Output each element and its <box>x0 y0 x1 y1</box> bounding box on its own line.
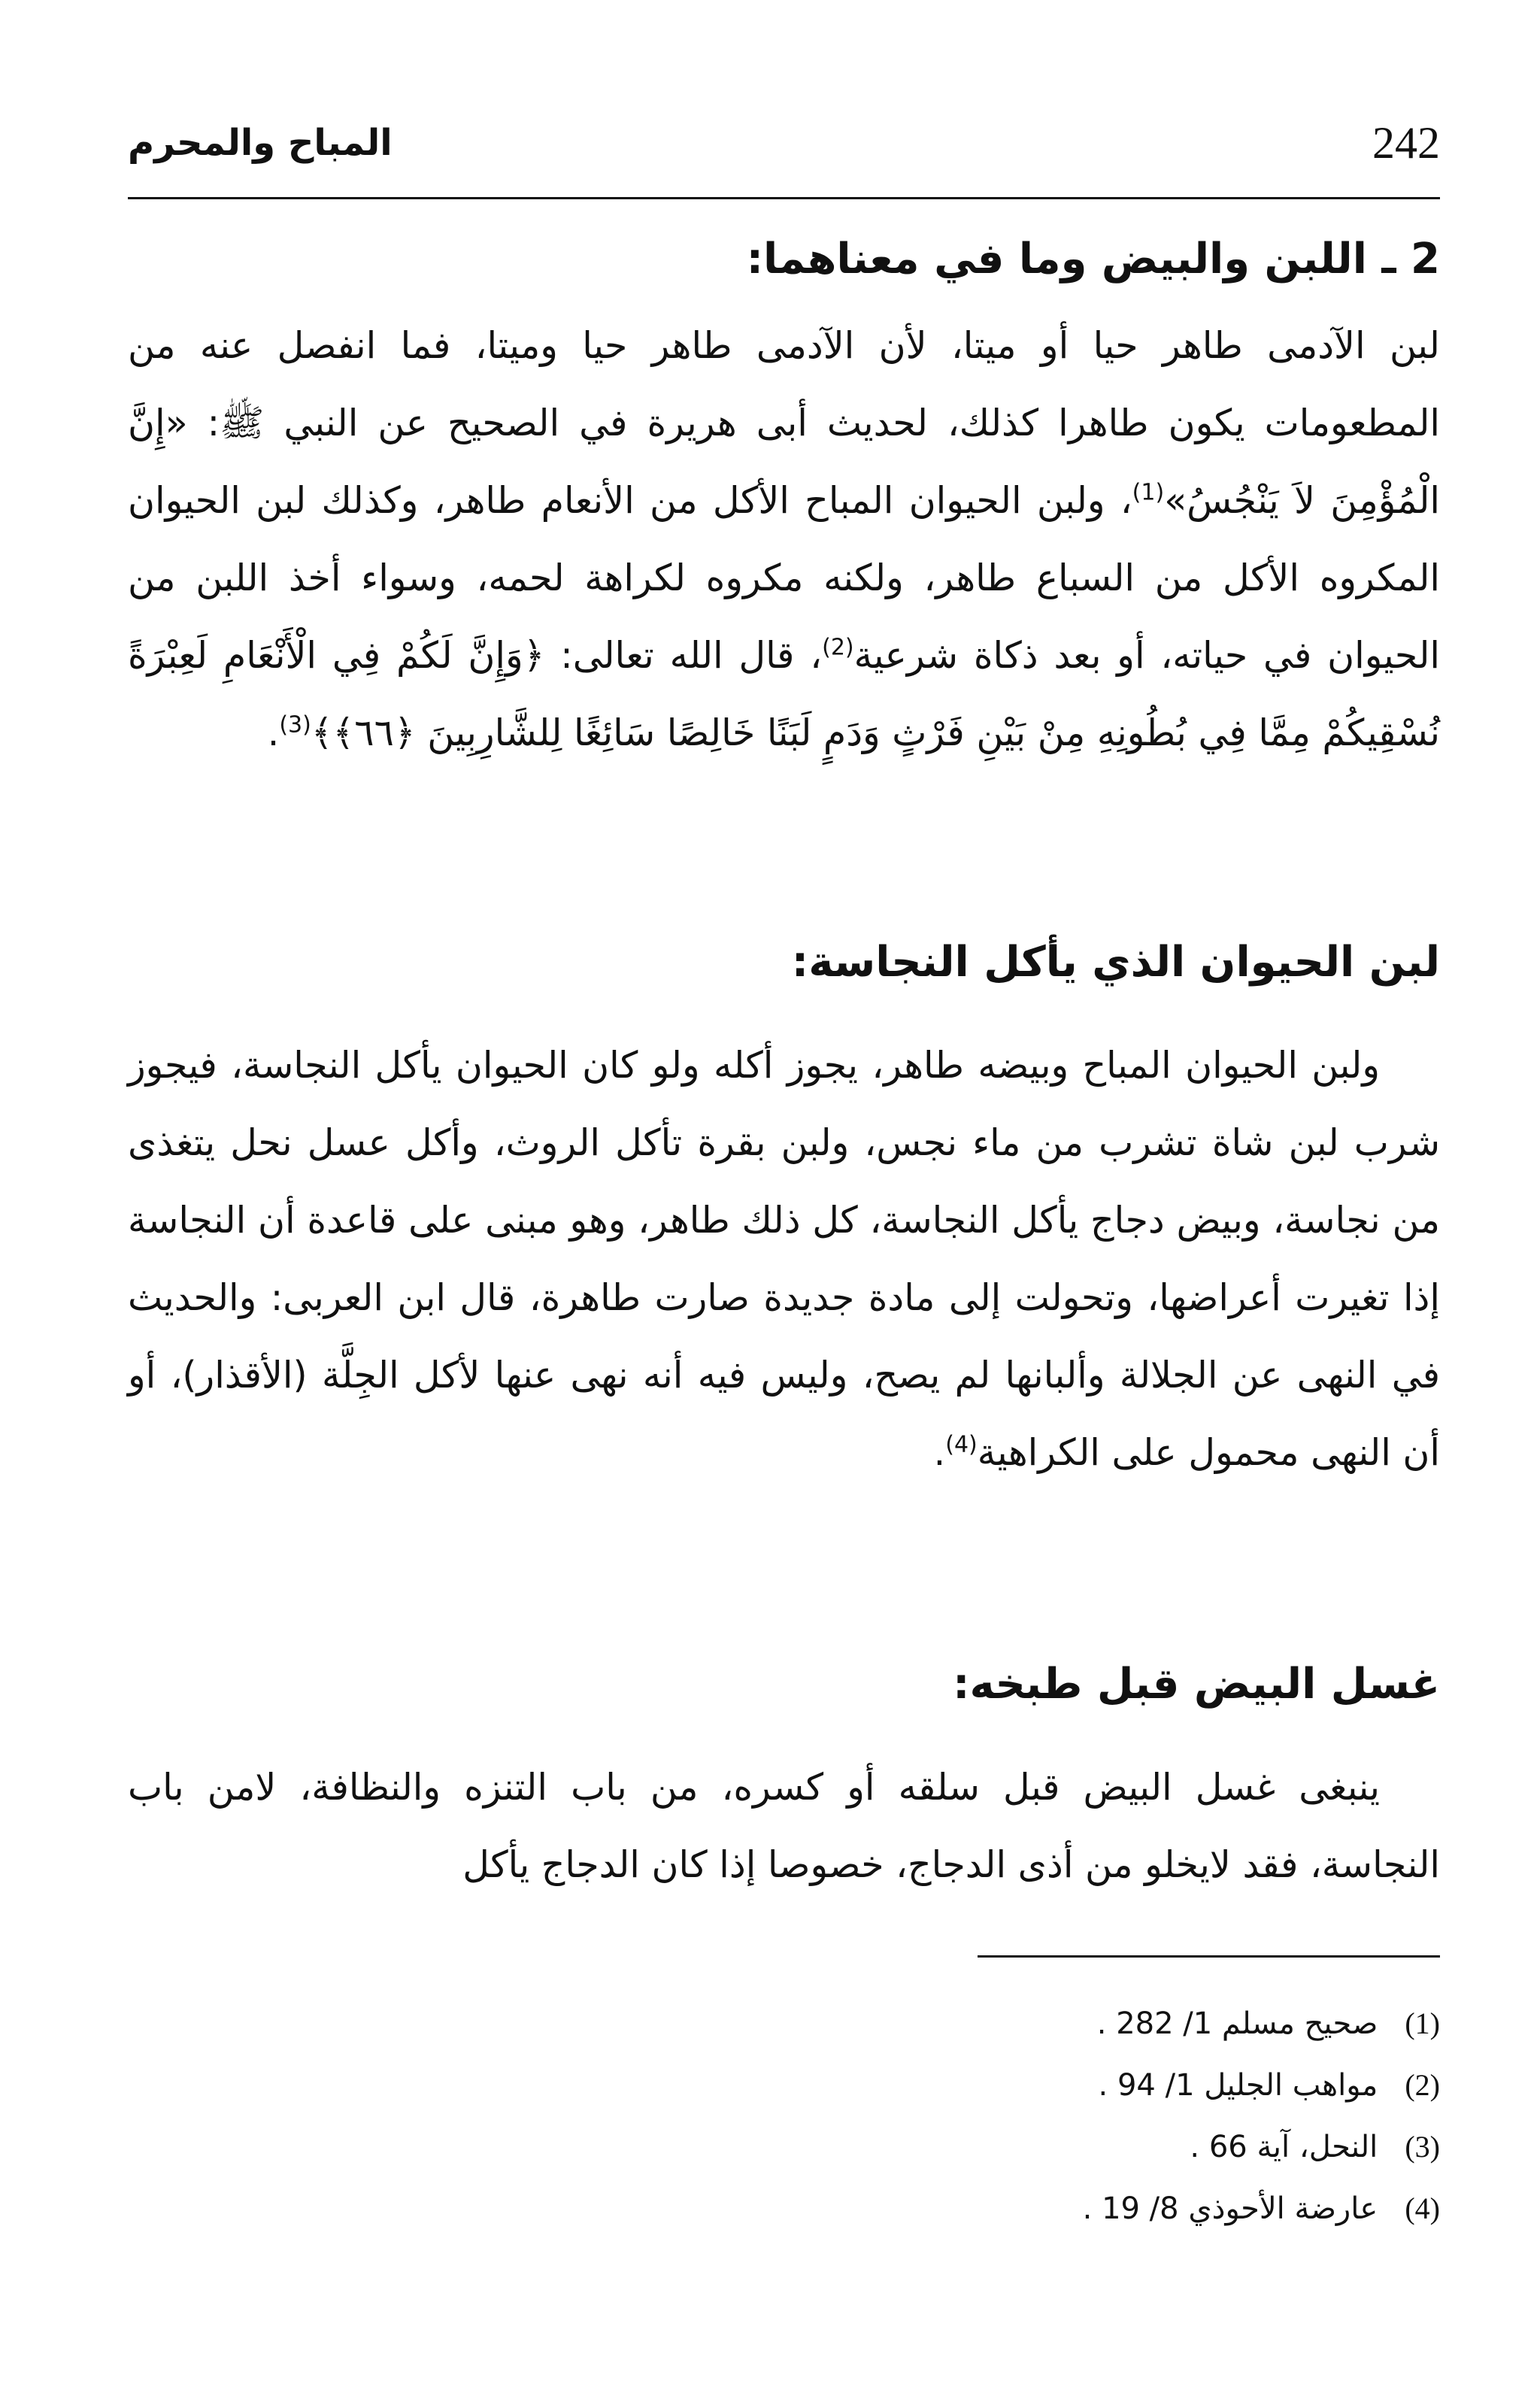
paragraph-text: . <box>267 711 280 754</box>
page-number: 242 <box>1372 118 1440 168</box>
footnote-text: مواهب الجليل 1/ 94 . <box>1098 2068 1378 2103</box>
section-paragraph <box>128 1748 1440 1903</box>
footnote-number: (4) <box>1405 2191 1440 2225</box>
section-heading: 2 ـ اللبن والبيض وما في معناهما: <box>746 235 1440 284</box>
header-rule <box>128 197 1440 199</box>
section-washing-eggs <box>128 1651 1440 1903</box>
footnote <box>128 2178 1440 2240</box>
running-title: المباح والمحرم <box>128 122 393 164</box>
footnote-ref: (3) <box>279 711 311 738</box>
paragraph-text: ينبغى غسل البيض قبل سلقه أو كسره، من باب التنزه والنظافة، لامن باب النجاسة، فقد لايخلو من أذى الدجاج، خصوصا إذا كان الدجاج يأكل <box>128 1766 1440 1886</box>
footnotes <box>128 1993 1440 2240</box>
footnote-rule <box>978 1955 1440 1958</box>
section-milk-eggs <box>128 226 1440 772</box>
section-paragraph <box>128 1027 1440 1491</box>
paragraph-text: . <box>933 1431 946 1474</box>
paragraph-text: ، قال الله تعالى: ﴿وَإِنَّ لَكُمْ فِي الْأَنْعَامِ لَعِبْرَةً نُسْقِيكُمْ مِمَّا فِي بُطُونِهِ مِنْ بَيْنِ فَرْثٍ وَدَمٍ لَبَنًا خَالِصًا سَائِغًا لِلشَّارِبِينَ ﴿٦٦﴾﴾ <box>128 634 1440 754</box>
footnote <box>128 2055 1440 2116</box>
paragraph-text: لبن الآدمى طاهر حيا أو ميتا، لأن الآدمى طاهر حيا وميتا، فما انفصل عنه من المطعومات يكون طاهرا كذلك، لحديث أبى هريرة في الصحيح عن النبي ﷺ: «إِنَّ الْمُؤْمِنَ لاَ يَنْجُسُ» <box>128 324 1440 522</box>
footnote <box>128 1993 1440 2055</box>
footnote-text: صحيح مسلم 1/ 282 . <box>1096 2006 1378 2041</box>
section-heading: لبن الحيوان الذي يأكل النجاسة: <box>791 938 1440 987</box>
page-header <box>128 113 1440 180</box>
paragraph-text: ، ولبن الحيوان المباح الأكل من الأنعام طاهر، وكذلك لبن الحيوان المكروه الأكل من السباع طاهر، ولكنه مكروه لكراهة لحمه، وسواء أخذ اللبن من الحيوان في حياته، أو بعد ذكاة شرعية <box>128 479 1440 677</box>
footnote-ref: (1) <box>1132 479 1165 506</box>
footnote-number: (2) <box>1405 2068 1440 2102</box>
section-animal-eating-impurity <box>128 929 1440 1491</box>
section-paragraph <box>128 307 1440 772</box>
footnote-number: (1) <box>1405 2006 1440 2040</box>
paragraph-text: ولبن الحيوان المباح وبيضه طاهر، يجوز أكله ولو كان الحيوان يأكل النجاسة، فيجوز شرب لبن شاة تشرب من ماء نجس، ولبن بقرة تأكل الروث، وأكل عسل نحل يتغذى من نجاسة، وبيض دجاج يأكل النجاسة، كل ذلك طاهر، وهو مبنى على قاعدة أن النجاسة إذا تغيرت أعراضها، وتحولت إلى مادة جديدة صارت طاهرة، قال ابن العربى: والحديث في النهى عن الجلالة وألبانها لم يصح، وليس فيه أنه نهى عنها لأكل الجِلَّة (الأقذار)، أو أن النهى محمول على الكراهية <box>128 1044 1440 1474</box>
section-heading: غسل البيض قبل طبخه: <box>953 1660 1440 1709</box>
footnote-text: عارضة الأحوذي 8/ 19 . <box>1082 2191 1378 2226</box>
footnote <box>128 2116 1440 2178</box>
footnote-ref: (4) <box>945 1431 978 1458</box>
footnote-text: النحل، آية 66 . <box>1190 2130 1378 2164</box>
footnote-number: (3) <box>1405 2130 1440 2164</box>
footnote-ref: (2) <box>822 634 854 661</box>
